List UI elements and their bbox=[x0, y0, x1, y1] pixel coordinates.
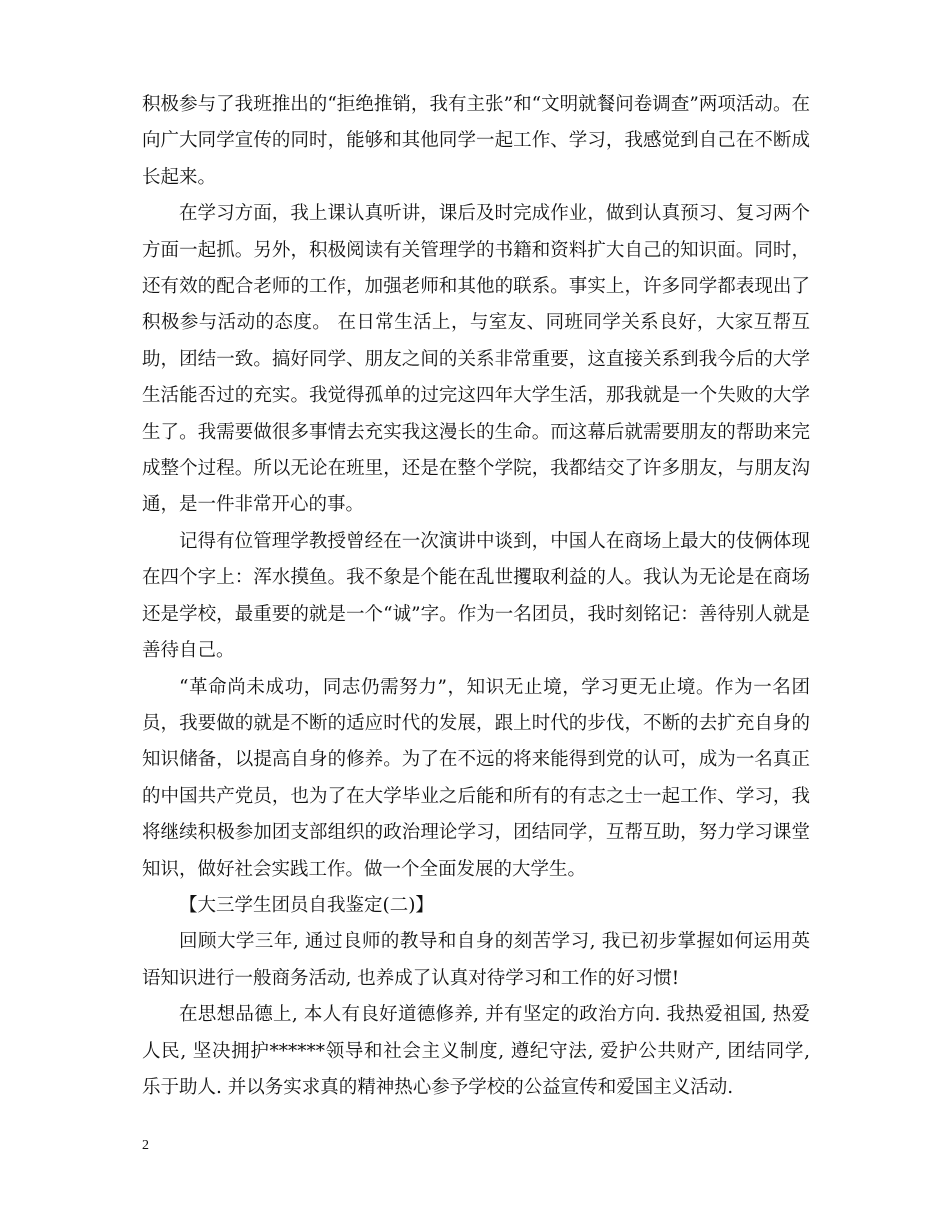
document-page bbox=[142, 87, 810, 1106]
paragraph-review: 回顾大学三年, 通过良师的教导和自身的刻苦学习, 我已初步掌握如何运用英语知识进行一般商务活动, 也养成了认真对待学习和工作的好习惯! bbox=[142, 931, 810, 989]
paragraph-study-life: 在学习方面，我上课认真听讲，课后及时完成作业，做到认真预习、复习两个方面一起抓。另外，积极阅读有关管理学的书籍和资料扩大自己的知识面。同时，还有效的配合老师的工作，加强老师和其他的联系。事实上，许多同学都表现出了积极参与活动的态度。 在日常生活上，与室友、同班同学关系良好，大家互帮互助，团结一致。搞好同学、朋友之间的关系非常重要，这直接关系到我今后的大学生活能否过的充实。我觉得孤单的过完这四年大学生活，那我就是一个失败的大学生了。我需要做很多事情去充实我这漫长的生命。而这幕后就需要朋友的帮助来完成整个过程。所以无论在班里，还是在整个学院，我都结交了许多朋友，与朋友沟通，是一件非常开心的事。 bbox=[142, 203, 810, 516]
section-heading: 【大三学生团员自我鉴定(二)】 bbox=[179, 894, 434, 916]
paragraph-honesty: 记得有位管理学教授曾经在一次演讲中谈到，中国人在商场上最大的伎俩体现在四个字上：浑水摸鱼。我不象是个能在乱世攫取利益的人。我认为无论是在商场还是学校，最重要的就是一个“诚”字。作为一名团员，我时刻铭记：善待别人就是善待自己。 bbox=[142, 530, 810, 662]
paragraph-goals: “革命尚未成功，同志仍需努力”，知识无止境，学习更无止境。作为一名团员，我要做的就是不断的适应时代的发展，跟上时代的步伐，不断的去扩充自身的知识储备，以提高自身的修养。为了在不远的将来能得到党的认可，成为一名真正的中国共产党员，也为了在大学毕业之后能和所有的有志之士一起工作、学习，我将继续积极参加团支部组织的政治理论学习，团结同学，互帮互助，努力学习课堂知识，做好社会实践工作。做一个全面发展的大学生。 bbox=[142, 676, 810, 880]
paragraph-activities: 积极参与了我班推出的“拒绝推销，我有主张”和“文明就餐问卷调查”两项活动。在向广大同学宣传的同时，能够和其他同学一起工作、学习，我感觉到自己在不断成长起来。 bbox=[142, 94, 810, 188]
paragraph-morality: 在思想品德上, 本人有良好道德修养, 并有坚定的政治方向. 我热爱祖国, 热爱人民, 坚决拥护******领导和社会主义制度, 遵纪守法, 爱护公共财产, 团结同学, 乐于助人. 并以务实求真的精神热心参予学校的公益宣传和爱国主义活动. bbox=[142, 1004, 810, 1098]
page-number: 2 bbox=[142, 1138, 149, 1153]
